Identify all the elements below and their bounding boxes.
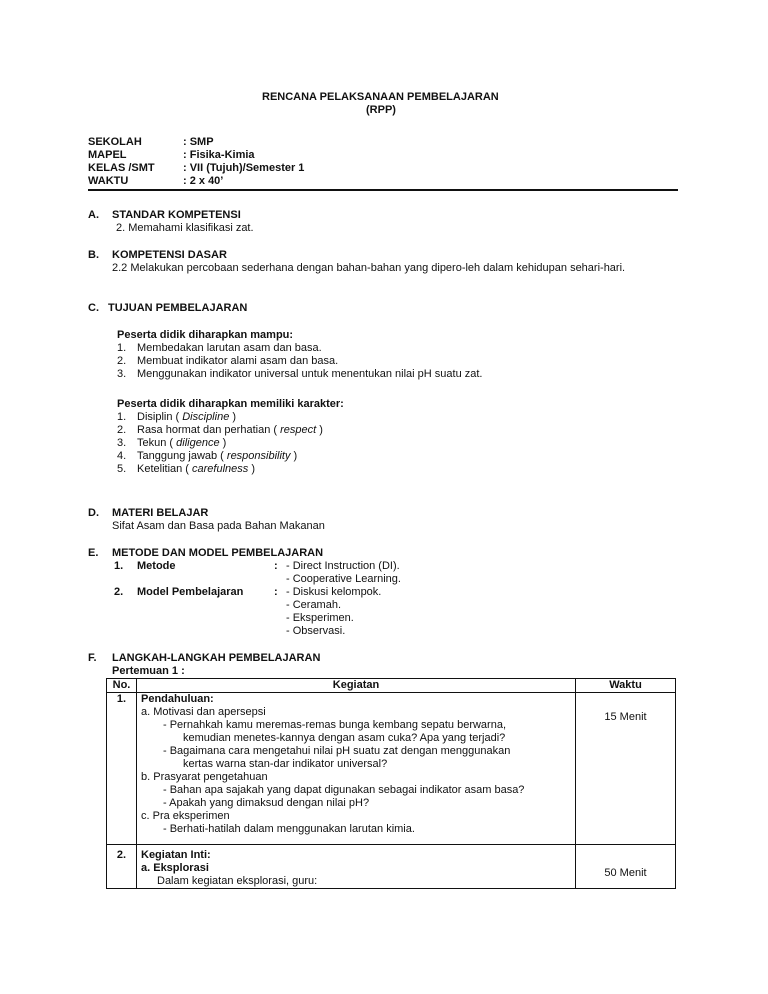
character-english: diligence [176, 437, 220, 449]
section-letter: E. [88, 547, 99, 559]
doc-title: RENCANA PELAKSANAAN PEMBELAJARAN [262, 91, 499, 103]
list-item: Membedakan larutan asam dan basa. [137, 342, 322, 354]
method-item: - Cooperative Learning. [286, 573, 401, 585]
section-text: Sifat Asam dan Basa pada Bahan Makanan [112, 520, 325, 532]
header-no: No. [107, 679, 137, 693]
section-text: 2.2 Melakukan percobaan sederhana dengan bahan-bahan yang dipero-leh dalam kehidupan sehari-hari. [112, 262, 626, 274]
model-label: Model Pembelajaran [137, 586, 244, 598]
section-letter: C. [88, 302, 99, 314]
model-item: - Diskusi kelompok. [286, 586, 382, 598]
section-text: 2. Memahami klasifikasi zat. [116, 222, 254, 234]
paren-close: ) [229, 411, 237, 423]
row-activity [137, 845, 576, 889]
list-number: 1. [117, 342, 127, 354]
header-divider [88, 189, 678, 191]
identity-value: : Fisika-Kimia [183, 149, 255, 161]
model-item: - Observasi. [286, 625, 346, 637]
identity-label: WAKTU [88, 175, 129, 187]
goals-intro: Peserta didik diharapkan mampu: [117, 329, 294, 341]
activity-subtitle: a. Eksplorasi [141, 862, 209, 874]
steps-table [106, 678, 676, 889]
activity-line: Dalam kegiatan eksplorasi, guru: [157, 875, 318, 887]
activity-line: b. Prasyarat pengetahuan [141, 771, 268, 783]
model-colon: : [274, 586, 278, 598]
row-time: 50 Menit [576, 845, 676, 889]
model-item: - Eksperimen. [286, 612, 354, 624]
list-item [137, 411, 236, 424]
paren-close: ) [219, 437, 227, 449]
list-number: 1. [117, 411, 127, 423]
character-name: Tekun ( [137, 437, 177, 449]
identity-value: : 2 x 40’ [183, 175, 224, 187]
paren-close: ) [316, 424, 323, 436]
section-heading: LANGKAH-LANGKAH PEMBELAJARAN [112, 652, 321, 664]
activity-line: kertas warna stan-dar indikator universal? [183, 758, 388, 770]
list-item: Membuat indikator alami asam dan basa. [137, 355, 339, 367]
list-item: Menggunakan indikator universal untuk menentukan nilai pH suatu zat. [137, 368, 483, 380]
character-name: Ketelitian ( [137, 463, 193, 475]
list-number: 3. [117, 368, 127, 380]
method-colon: : [274, 560, 278, 572]
list-item [137, 437, 226, 450]
section-letter: D. [88, 507, 99, 519]
identity-label: KELAS /SMT [88, 162, 155, 174]
method-item: - Direct Instruction (DI). [286, 560, 400, 572]
activity-line: kemudian menetes-kannya dengan asam cuka? Apa yang terjadi? [183, 732, 506, 744]
list-number: 2. [117, 424, 127, 436]
identity-value: : VII (Tujuh)/Semester 1 [183, 162, 305, 174]
header-time: Waktu [576, 679, 676, 693]
identity-label: MAPEL [88, 149, 127, 161]
character-english: Discipline [182, 411, 230, 423]
model-number: 2. [114, 586, 124, 598]
list-number: 2. [117, 355, 127, 367]
meeting-label: Pertemuan 1 : [112, 665, 185, 677]
row-activity [137, 693, 576, 845]
section-heading: TUJUAN PEMBELAJARAN [108, 302, 248, 314]
activity-title: Pendahuluan: [141, 693, 214, 705]
row-time: 15 Menit [576, 693, 676, 845]
method-label: Metode [137, 560, 176, 572]
list-number: 5. [117, 463, 127, 475]
list-item [137, 463, 255, 476]
list-number: 4. [117, 450, 127, 462]
character-english: respect [280, 424, 317, 436]
row-number: 1. [107, 693, 137, 845]
character-intro: Peserta didik diharapkan memiliki karakter: [117, 398, 344, 410]
activity-line: - Berhati-hatilah dalam menggunakan larutan kimia. [163, 823, 415, 835]
list-item [137, 450, 297, 463]
character-name: Tanggung jawab ( [137, 450, 227, 462]
activity-line: a. Motivasi dan apersepsi [141, 706, 266, 718]
paren-close: ) [248, 463, 256, 475]
activity-line: - Bagaimana cara mengetahui nilai pH suatu zat dengan menggunakan [163, 745, 511, 757]
identity-value: : SMP [183, 136, 214, 148]
list-number: 3. [117, 437, 127, 449]
activity-line: - Pernahkah kamu meremas-remas bunga kembang sepatu berwarna, [163, 719, 507, 731]
activity-line: - Bahan apa sajakah yang dapat digunakan sebagai indikator asam basa? [163, 784, 525, 796]
activity-line: - Apakah yang dimaksud dengan nilai pH? [163, 797, 370, 809]
section-letter: F. [88, 652, 97, 664]
activity-line: c. Pra eksperimen [141, 810, 230, 822]
activity-title: Kegiatan Inti: [141, 849, 211, 861]
model-item: - Ceramah. [286, 599, 342, 611]
character-name: Disiplin ( [137, 411, 183, 423]
section-heading: STANDAR KOMPETENSI [112, 209, 241, 221]
table-header-row [107, 679, 676, 693]
character-english: responsibility [226, 450, 291, 462]
paren-close: ) [290, 450, 298, 462]
section-heading: MATERI BELAJAR [112, 507, 209, 519]
section-letter: A. [88, 209, 99, 221]
section-heading: KOMPETENSI DASAR [112, 249, 227, 261]
table-row [107, 693, 676, 845]
table-row [107, 845, 676, 889]
method-number: 1. [114, 560, 124, 572]
section-heading: METODE DAN MODEL PEMBELAJARAN [112, 547, 324, 559]
section-letter: B. [88, 249, 99, 261]
identity-label: SEKOLAH [88, 136, 142, 148]
header-activity: Kegiatan [137, 679, 576, 693]
character-english: carefulness [192, 463, 249, 475]
character-name: Rasa hormat dan perhatian ( [137, 424, 281, 436]
doc-subtitle: (RPP) [366, 104, 396, 116]
list-item [137, 424, 323, 437]
row-number: 2. [107, 845, 137, 889]
